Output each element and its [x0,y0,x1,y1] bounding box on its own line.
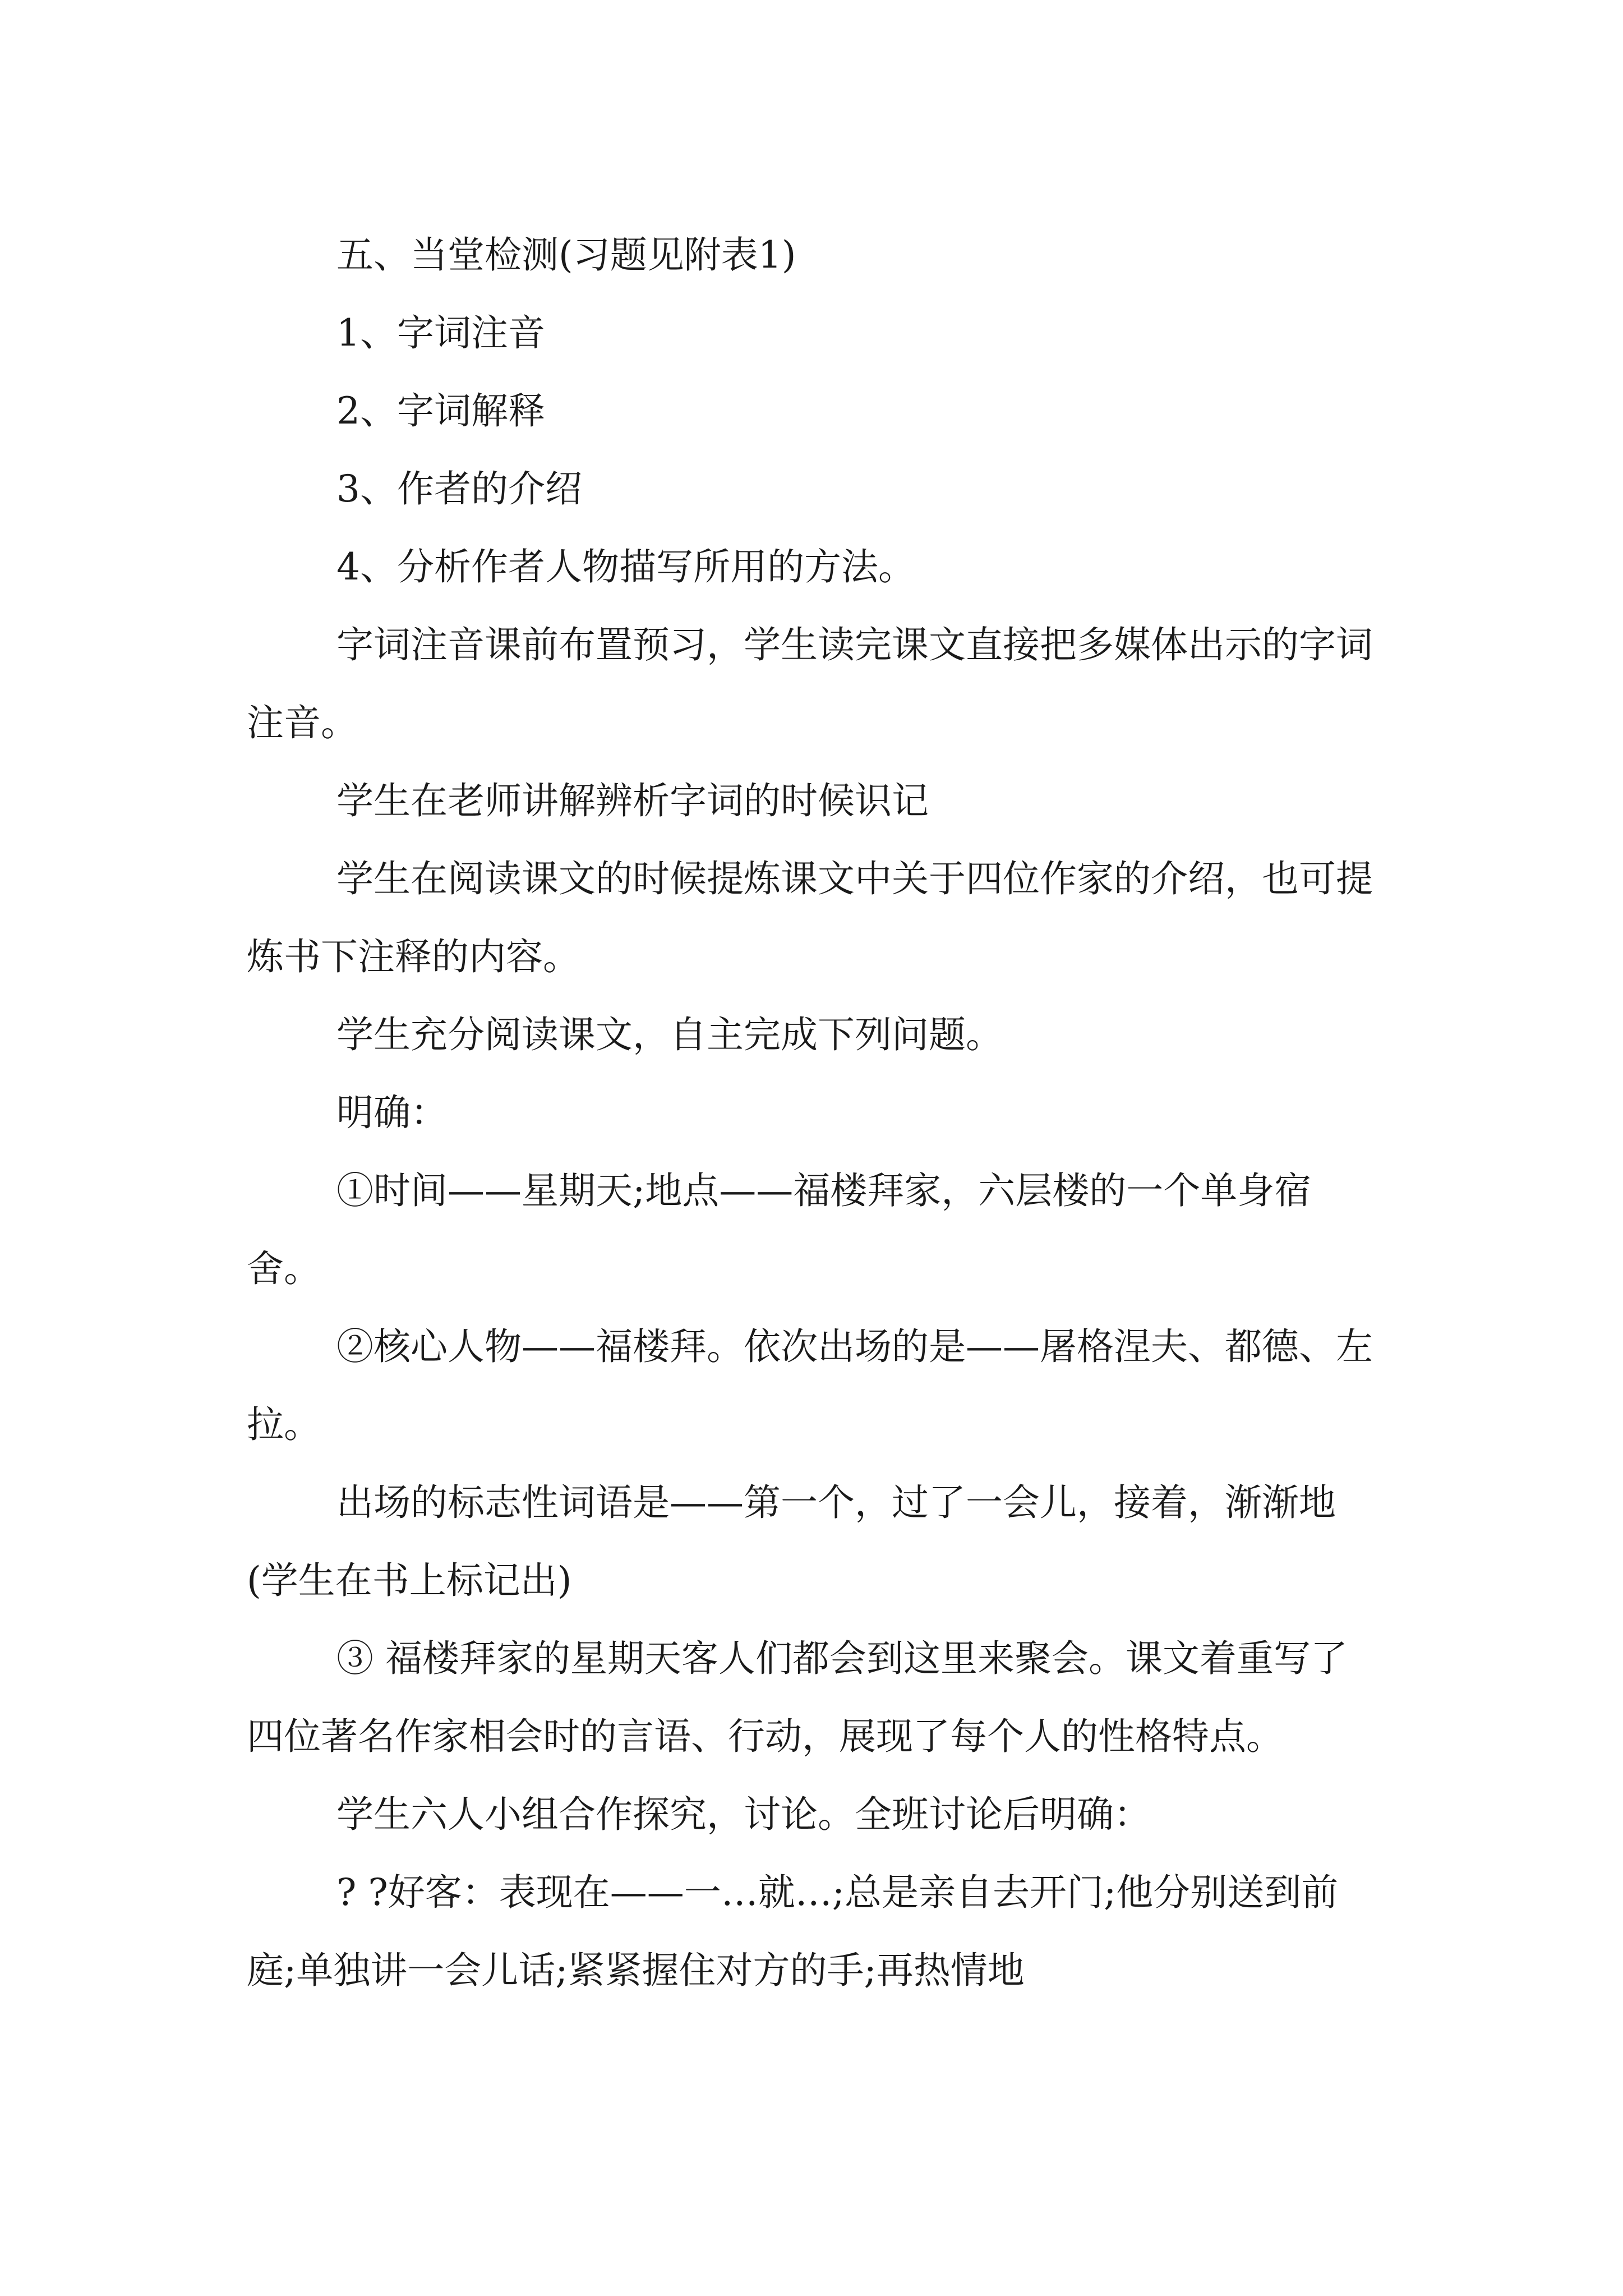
body-paragraph: 学生充分阅读课文，自主完成下列问题。 [336,1013,1003,1056]
body-paragraph: 学生在阅读课文的时候提炼课文中关于四位作家的介绍，也可提炼书下注释的内容。 [247,857,1373,978]
body-paragraph: 学生在老师讲解辨析字词的时候识记 [336,779,929,822]
body-paragraph: ①时间——星期天;地点——福楼拜家，六层楼的一个单身宿舍。 [247,1169,1312,1290]
body-paragraph: 学生六人小组合作探究，讨论。全班讨论后明确： [336,1793,1151,1836]
body-paragraph: 出场的标志性词语是——第一个，过了一会儿，接着，渐渐地(学生在书上标记出) [247,1481,1336,1602]
list-item: 3、作者的介绍 [336,467,582,510]
list-item: 2、字词解释 [336,389,545,432]
body-paragraph: 字词注音课前布置预习，学生读完课文直接把多媒体出示的字词注音。 [247,623,1373,744]
list-item: 4、分析作者人物描写所用的方法。 [336,545,915,588]
body-paragraph: ③ 福楼拜家的星期天客人们都会到这里来聚会。课文着重写了四位著名作家相会时的言语、行动，展现了每个人的性格特点。 [247,1637,1348,1758]
list-item: 1、字词注音 [336,311,545,355]
document-body [247,216,1374,2009]
body-paragraph: ②核心人物——福楼拜。依次出场的是——屠格涅夫、都德、左拉。 [247,1325,1373,1446]
body-paragraph: 明确： [336,1091,448,1134]
section-heading: 五、当堂检测(习题见附表1) [336,233,796,277]
body-paragraph: ? ?好客：表现在——一…就…;总是亲自去开门;他分别送到前庭;单独讲一会儿话;紧紧握住对方的手;再热情地 [247,1871,1339,1992]
